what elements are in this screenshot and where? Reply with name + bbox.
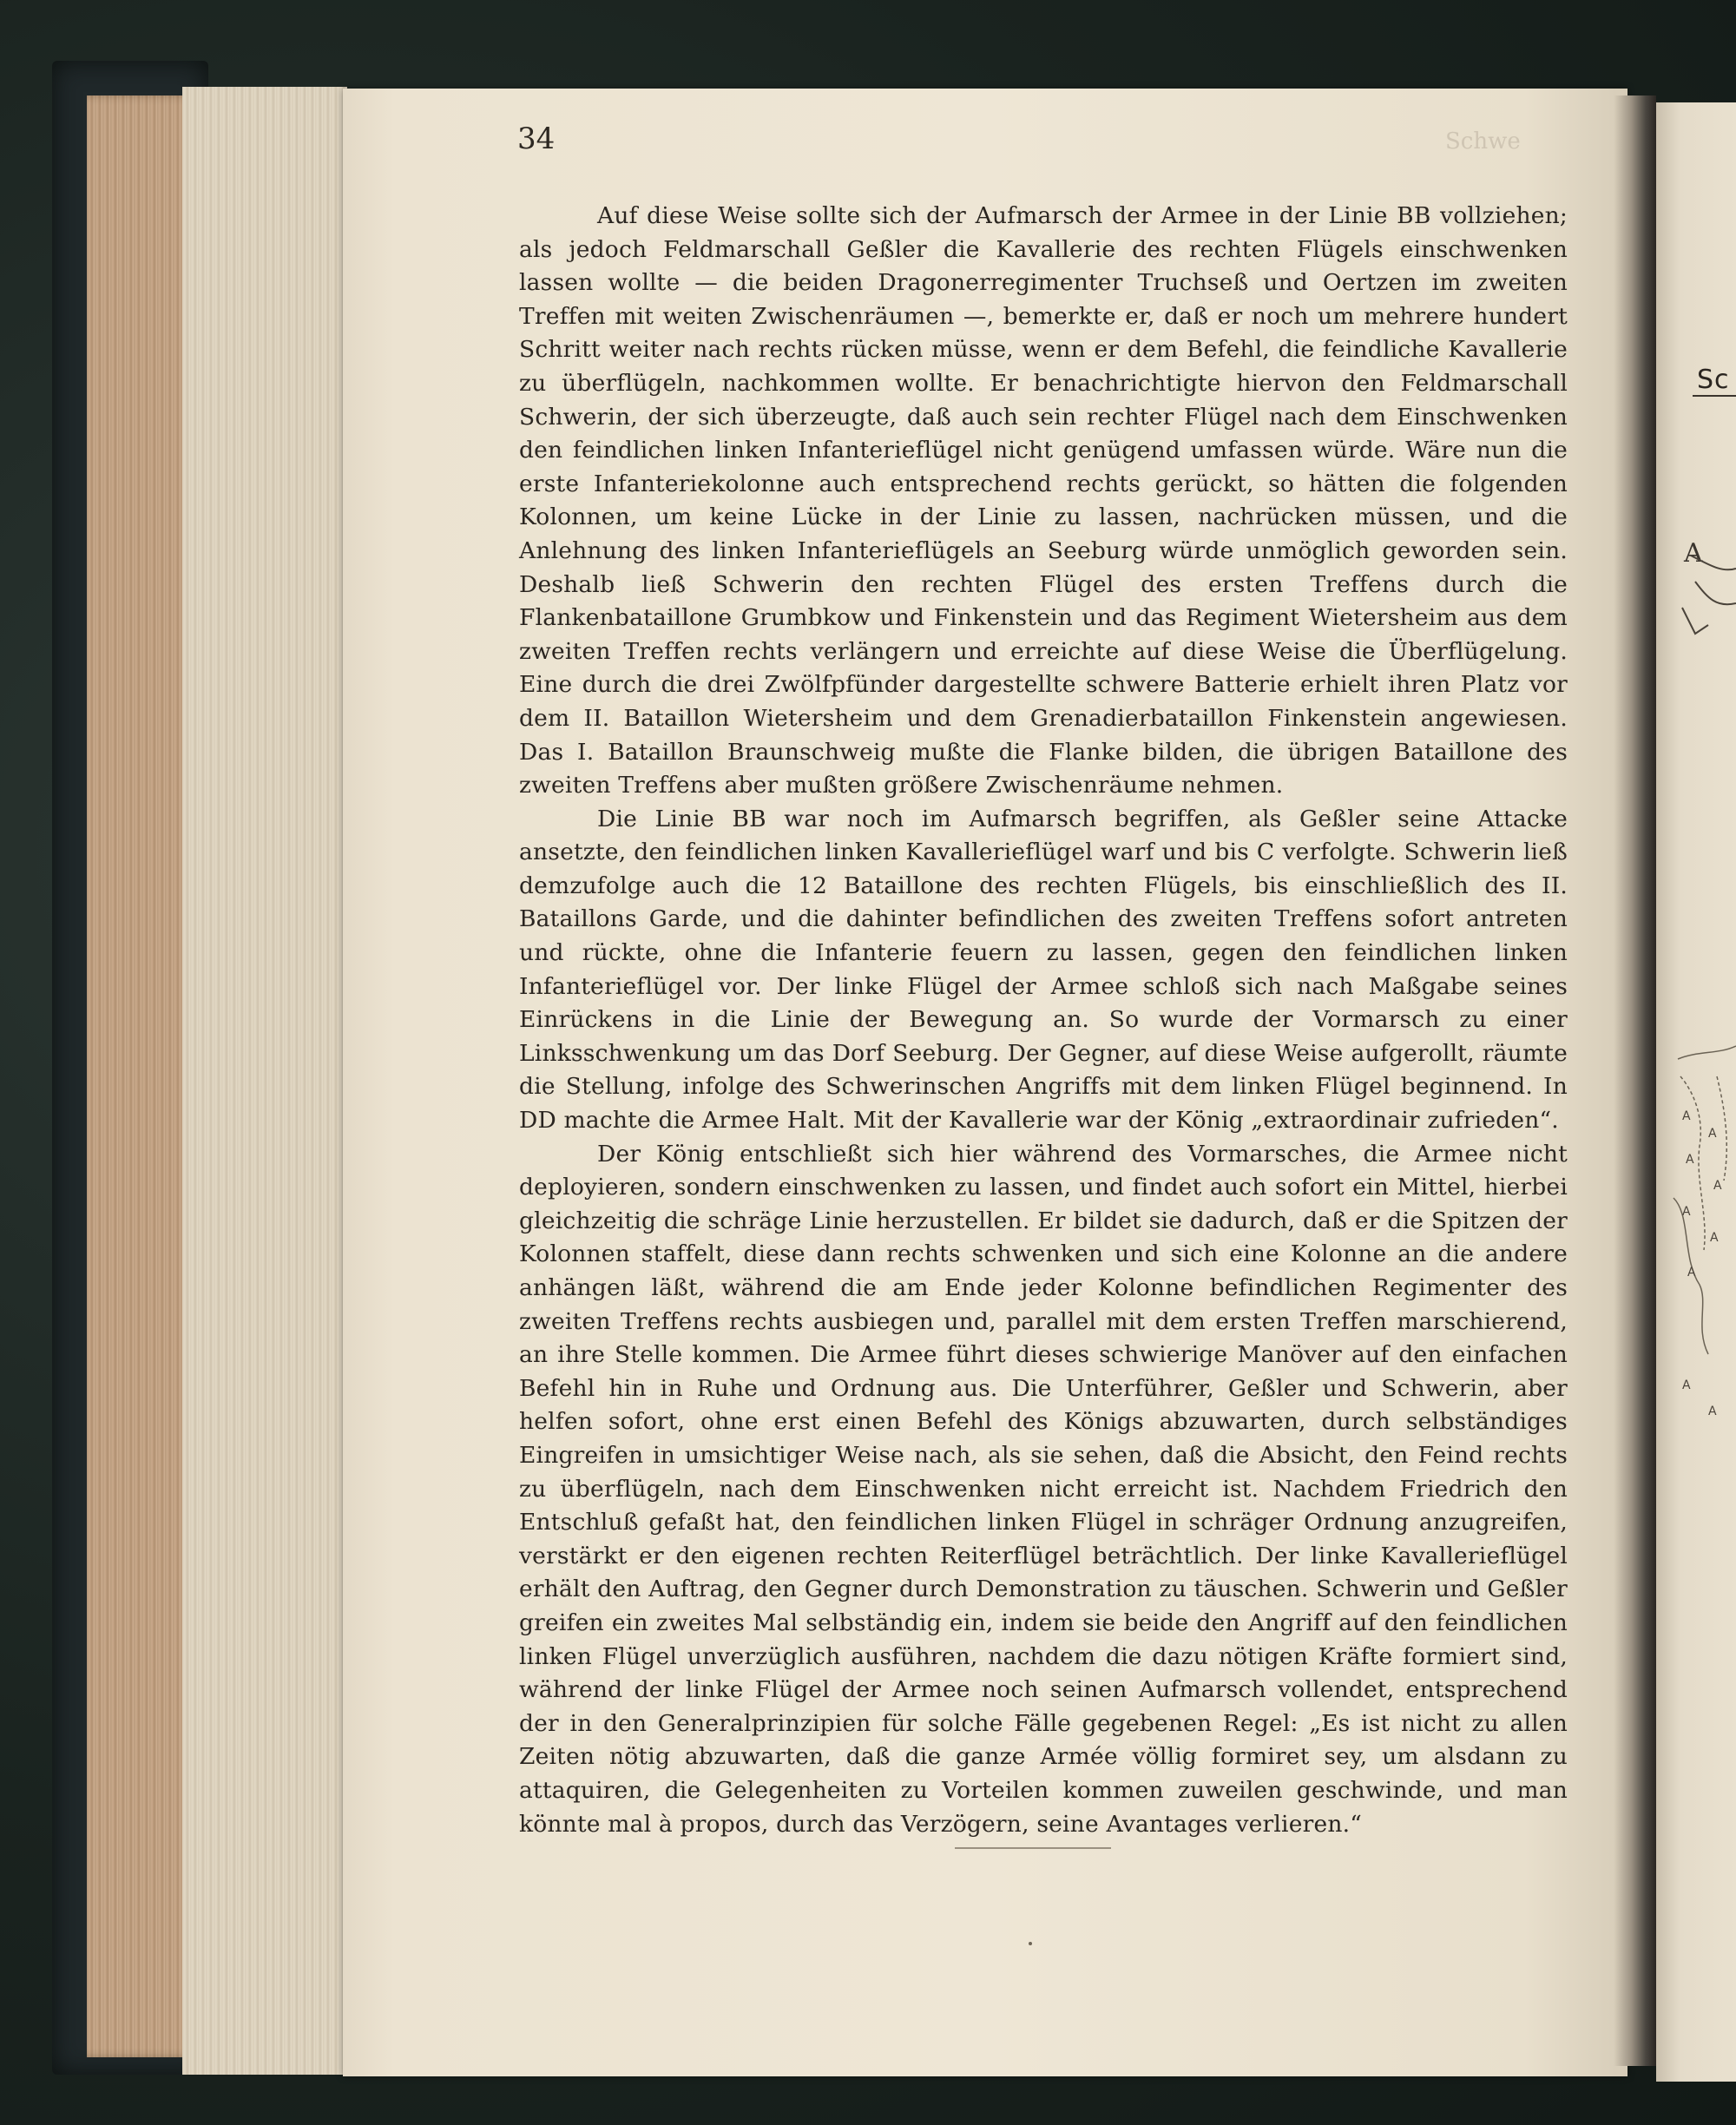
book-gutter — [1614, 95, 1656, 2066]
body-text — [519, 200, 1568, 1841]
paragraph-2: Die Linie BB war noch im Aufmarsch begriffen, als Geßler seine Attacke ansetzte, den feindlichen linken Kavallerieflügel warf und bis C verfolgte. Schwerin ließ demzufolge auch die 12 Bataillone des rechten Flügels, bis einschließlich des II. Bataillons Garde, und die dahinter befindlichen des zweiten Treffens sofort antreten und rückte, ohne die Infanterie feuern zu lassen, gegen den feindlichen linken Infanterieflügel vor. Der linke Flügel der Armee schloß sich nach Maßgabe seines Einrückens in die Linie der Bewegung an. So wurde der Vormarsch zu einer Linksschwenkung um das Dorf Seeburg. Der Gegner, auf diese Weise aufgerollt, räumte die Stellung, infolge des Schwerinschen Angriffs mit dem linken Flügel beginnend. In DD machte die Armee Halt. Mit der Kavallerie war der König „extraordinair zufrieden“. — [519, 805, 1568, 1135]
paragraph-3: Der König entschließt sich hier während des Vormarsches, die Armee nicht deployieren, sondern einschwenken zu lassen, und findet auch sofort ein Mittel, hierbei gleichzeitig die schräge Linie herzustellen. Er bildet sie dadurch, daß er die Spitzen der Kolonnen staffelt, diese dann rechts schwenken und sich eine Kolonne an die andere anhängen läßt, während die am Ende jeder Kolonne befindlichen Regimenter des zweiten Treffens rechts ausbiegen und, parallel mit dem ersten Treffen marschierend, an ihre Stelle kommen. Die Armee führt dieses schwierige Manöver auf den einfachen Befehl hin in Ruhe und Ordnung aus. Die Unterführer, Geßler und Schwerin, aber helfen sofort, ohne erst einen Befehl des Königs abzuwarten, durch selbständiges Eingreifen in umsichtiger Weise nach, als sie sehen, daß die Absicht, den Feind rechts zu überflügeln, nach dem Einschwenken nicht erreicht ist. Nachdem Friedrich den Entschluß gefaßt hat, den feindlichen linken Flügel in schräger Ordnung anzugreifen, verstärkt er den eigenen rechten Reiterflügel beträchtlich. Der linke Kavallerieflügel erhält den Auftrag, den Gegner durch Demonstration zu täuschen. Schwerin und Geßler greifen ein zweites Mal selbständig ein, indem sie beide den Angriff auf den feindlichen linken Flügel unverzüglich ausführen, nachdem die dazu nötigen Kräfte formiert sind, während der linke Flügel der Armee noch seinen Aufmarsch vollendet, entsprechend der in den Generalprinzipien für solche Fälle gegebenen Regel: „Es ist nicht zu allen Zeiten nötig abzuwarten, daß die ganze Armée völlig formiret sey, um alsdann zu attaquiren, die Gelegenheiten zu Vorteilen kommen zuweilen geschwinde, und man könnte mal à propos, durch das Verzögern, seine Avantages verlieren.“ — [519, 1140, 1568, 1838]
facing-page-title-underline — [1693, 395, 1736, 397]
bleed-through-text: Schwe — [1445, 128, 1521, 155]
svg-text:A: A — [1708, 1405, 1717, 1418]
svg-text:A: A — [1682, 1205, 1691, 1219]
end-rule — [955, 1847, 1111, 1849]
svg-text:A: A — [1686, 1153, 1694, 1167]
svg-text:A: A — [1708, 1127, 1717, 1141]
svg-text:A: A — [1687, 1266, 1696, 1280]
map-fragment — [1656, 521, 1736, 1476]
svg-text:A: A — [1682, 1378, 1691, 1392]
map-label-a: A — [1684, 538, 1703, 569]
facing-page-title-fragment: Sc — [1697, 365, 1730, 395]
page-speck — [1029, 1942, 1032, 1945]
svg-text:A: A — [1710, 1231, 1719, 1245]
paragraph-1: Auf diese Weise sollte sich der Aufmarsch der Armee in der Linie BB vollziehen; als jedoch Feldmarschall Geßler die Kavallerie des rechten Flügels einschwenken lassen wollte — die beiden Dragonerregimenter Truchseß und Oertzen im zweiten Treffen mit weiten Zwischenräumen —, bemerkte er, daß er noch um mehrere hundert Schritt weiter nach rechts rücken müsse, wenn er dem Befehl, die feindliche Kavallerie zu überflügeln, nachkommen wollte. Er benachrichtigte hiervon den Feldmarschall Schwerin, der sich überzeugte, daß auch sein rechter Flügel nach dem Einschwenken den feindlichen linken Infanterieflügel nicht genügend umfassen würde. Wäre nun die erste Infanteriekolonne auch entsprechend rechts gerückt, so hätten die folgenden Kolonnen, um keine Lücke in der Linie zu lassen, nachrücken müssen, und die Anlehnung des linken Infanterieflügels an Seeburg würde unmöglich geworden sein. Deshalb ließ Schwerin den rechten Flügel des ersten Treffens durch die Flankenbataillone Grumbkow und Finkenstein und das Regiment Wietersheim aus dem zweiten Treffen rechts verlängern und erreichte auf diese Weise die Überflügelung. Eine durch die drei Zwölfpfünder dargestellte schwere Batterie erhielt ihren Platz vor dem II. Bataillon Wietersheim und dem Grenadierbataillon Finkenstein angewiesen. Das I. Bataillon Braunschweig mußte die Flanke bilden, die übrigen Bataillone des zweiten Treffens aber mußten größere Zwischenräume nehmen. — [519, 202, 1568, 799]
svg-text:A: A — [1713, 1179, 1722, 1193]
svg-text:A: A — [1682, 1109, 1691, 1123]
page-number: 34 — [517, 122, 556, 156]
page-stack-inner — [182, 87, 347, 2075]
